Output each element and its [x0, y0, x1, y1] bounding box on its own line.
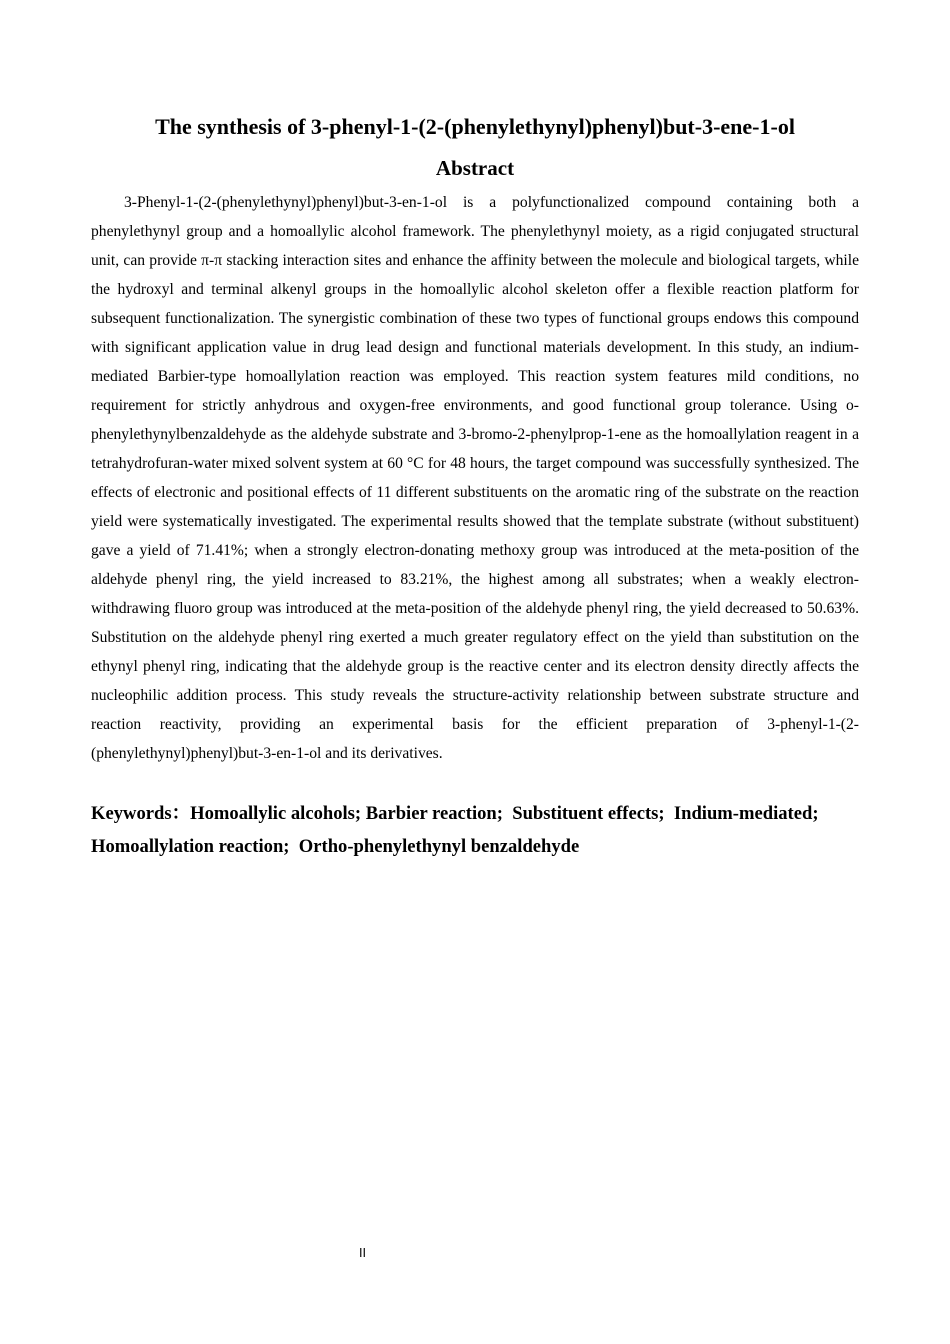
- page-number: II: [359, 1246, 367, 1260]
- document-title: The synthesis of 3-phenyl-1-(2-(phenylethynyl)phenyl)but-3-ene-1-ol: [155, 114, 795, 139]
- abstract-paragraph: 3-Phenyl-1-(2-(phenylethynyl)phenyl)but-3-en-1-ol is a polyfunctionalized compound containing both a phenylethynyl group and a homoallylic alcohol framework. The phenylethynyl moiety, as a rigid conjugated structural unit, can provide π-π stacking interaction sites and enhance the affinity between the molecule and biological targets, while the hydroxyl and terminal alkenyl groups in the homoallylic alcohol skeleton offer a flexible reaction platform for subsequent functionalization. The synergistic combination of these two types of functional groups endows this compound with significant application value in drug lead design and functional materials development. In this study, an indium-mediated Barbier-type homoallylation reaction was employed. This reaction system features mild conditions, no requirement for strictly anhydrous and oxygen-free environments, and good functional group tolerance. Using o-phenylethynylbenzaldehyde as the aldehyde substrate and 3-bromo-2-phenylprop-1-ene as the homoallylation reagent in a tetrahydrofuran-water mixed solvent system at 60 °C for 48 hours, the target compound was successfully synthesized. The effects of electronic and positional effects of 11 different substituents on the aromatic ring of the substrate on the reaction yield were systematically investigated. The experimental results showed that the template substrate (without substituent) gave a yield of 71.41%; when a strongly electron-donating methoxy group was introduced at the meta-position of the aldehyde phenyl ring, the yield increased to 83.21%, the highest among all substrates; when a weakly electron-withdrawing fluoro group was introduced at the meta-position of the aldehyde phenyl ring, the yield decreased to 50.63%. Substitution on the aldehyde phenyl ring exerted a much greater regulatory effect on the yield than substitution on the ethynyl phenyl ring, indicating that the aldehyde group is the reactive center and its electron density directly affects the nucleophilic addition process. This study reveals the structure-activity relationship between substrate structure and reaction reactivity, providing an experimental basis for the efficient preparation of 3-phenyl-1-(2-(phenylethynyl)phenyl)but-3-en-1-ol and its derivatives.: [91, 194, 859, 762]
- abstract-heading: Abstract: [435, 156, 515, 180]
- keywords-line: Keywords：Homoallylic alcohols; Barbier reaction; Substituent effects; Indium-mediated; Homoallylation reaction; Ortho-phenylethynyl benzaldehyde: [91, 803, 828, 857]
